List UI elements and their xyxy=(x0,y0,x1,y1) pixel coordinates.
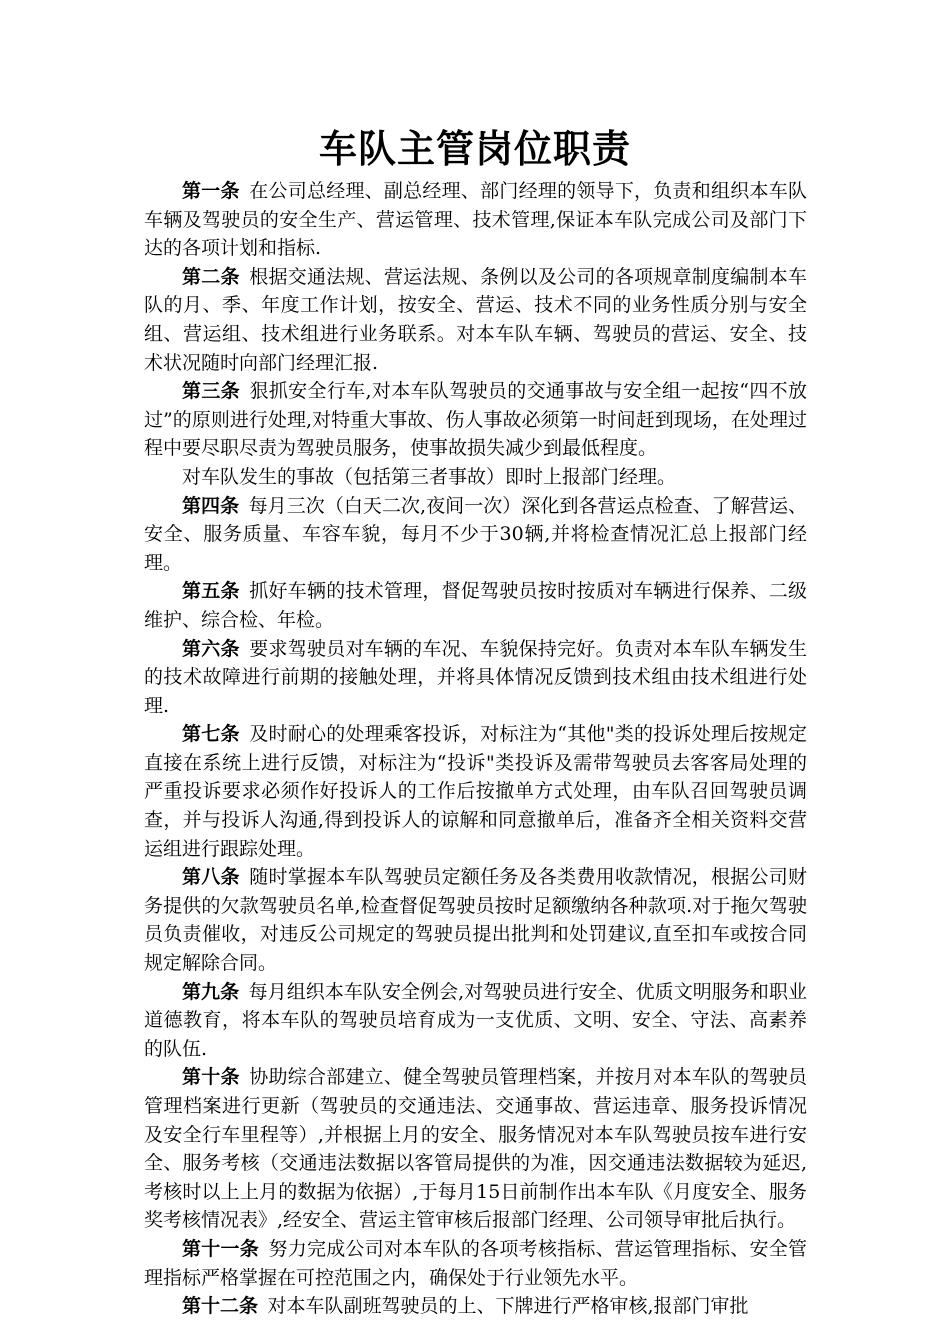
article-text: 及时耐心的处理乘客投诉，对标注为“其他"类的投诉处理后按规定直接在系统上进行反馈，对标注为“投诉"类投诉及需带驾驶员去客客局处理的严重投诉要求必须作好投诉人的工作后按撤单方式处理，由车队召回驾驶员调查，并与投诉人沟通,得到投诉人的谅解和同意撤单后，准备齐全相关资料交营运组进行跟踪处理。 xyxy=(144,723,807,860)
article-label: 第十二条 xyxy=(182,1295,259,1318)
article-text: 狠抓安全行车,对本车队驾驶员的交通事故与安全组一起按“四不放过”的原则进行处理,对特重大事故、伤人事故必须第一时间赶到现场，在处理过程中要尽职尽责为驾驶员服务，使事故损失减少到最低程度。 xyxy=(144,380,807,460)
article-1 xyxy=(144,177,807,263)
article-label: 第九条 xyxy=(182,980,240,1003)
article-6 xyxy=(144,635,807,721)
article-label: 第三条 xyxy=(182,380,241,403)
article-label: 第八条 xyxy=(182,866,240,889)
article-label: 第十条 xyxy=(182,1066,240,1089)
article-text: 每月组织本车队安全例会,对驾驶员进行安全、优质文明服务和职业道德教育，将本车队的驾驶员培育成为一支优质、文明、安全、守法、高素养的队伍. xyxy=(144,980,807,1060)
article-12 xyxy=(144,1292,807,1321)
article-text: 对本车队副班驾驶员的上、下牌进行严格审核,报部门审批 xyxy=(267,1295,749,1318)
article-text: 每月三次（白天二次,夜间一次）深化到各营运点检查、了解营运、安全、服务质量、车容车貌，每月不少于30辆,并将检查情况汇总上报部门经理。 xyxy=(144,494,807,574)
article-5 xyxy=(144,577,807,634)
article-label: 第一条 xyxy=(182,180,240,202)
article-2 xyxy=(144,263,807,377)
article-label: 第七条 xyxy=(182,723,240,746)
article-10 xyxy=(144,1063,807,1235)
article-label: 第四条 xyxy=(182,494,240,517)
article-text: 努力完成公司对本车队的各项考核指标、营运管理指标、安全管理指标严格掌握在可控范围之内，确保处于行业领先水平。 xyxy=(144,1237,807,1289)
page-title: 车队主管岗位职责 xyxy=(318,126,631,171)
article-text: 在公司总经理、副总经理、部门经理的领导下，负责和组织本车队车辆及驾驶员的安全生产、营运管理、技术管理,保证本车队完成公司及部门下达的各项计划和指标. xyxy=(144,180,807,260)
article-3-note xyxy=(144,463,807,492)
article-text: 要求驾驶员对车辆的车况、车貌保持完好。负责对本车队车辆发生的技术故障进行前期的接触处理，并将具体情况反馈到技术组由技术组进行处理. xyxy=(144,637,807,717)
article-8 xyxy=(144,863,807,977)
article-label: 第二条 xyxy=(182,265,240,288)
article-7 xyxy=(144,720,807,863)
article-text: 对车队发生的事故（包括第三者事故）即时上报部门经理。 xyxy=(182,465,677,488)
article-11 xyxy=(144,1235,807,1292)
article-text: 抓好车辆的技术管理，督促驾驶员按时按质对车辆进行保养、二级维护、综合检、年检。 xyxy=(144,580,807,631)
article-label: 第十一条 xyxy=(182,1237,259,1260)
article-3 xyxy=(144,377,807,463)
article-label: 第五条 xyxy=(182,580,240,603)
article-9 xyxy=(144,978,807,1064)
article-text: 协助综合部建立、健全驾驶员管理档案，并按月对本车队的驾驶员管理档案进行更新（驾驶员的交通违法、交通事故、营运违章、服务投诉情况及安全行车里程等）,并根据上月的安全、服务情况对本车队驾驶员按车进行安全、服务考核（交通违法数据以客管局提供的为准，因交通违法数据较为延迟,考核时以上上月的数据为依据）,于每月15日前制作出本车队《月度安全、服务奖考核情况表》,经安全、营运主管审核后报部门经理、公司领导审批后执行。 xyxy=(144,1066,807,1232)
article-4 xyxy=(144,492,807,578)
document-body xyxy=(144,177,807,1321)
article-label: 第六条 xyxy=(182,637,240,660)
article-text: 根据交通法规、营运法规、条例以及公司的各项规章制度编制本车队的月、季、年度工作计划，按安全、营运、技术不同的业务性质分别与安全组、营运组、技术组进行业务联系。对本车队车辆、驾驶员的营运、安全、技术状况随时向部门经理汇报. xyxy=(144,265,807,374)
article-text: 随时掌握本车队驾驶员定额任务及各类费用收款情况，根据公司财务提供的欠款驾驶员名单,检查督促驾驶员按时足额缴纳各种款项.对于拖欠驾驶员负责催收，对违反公司规定的驾驶员提出批判和处罚建议,直至扣车或按合同规定解除合同。 xyxy=(144,866,807,975)
